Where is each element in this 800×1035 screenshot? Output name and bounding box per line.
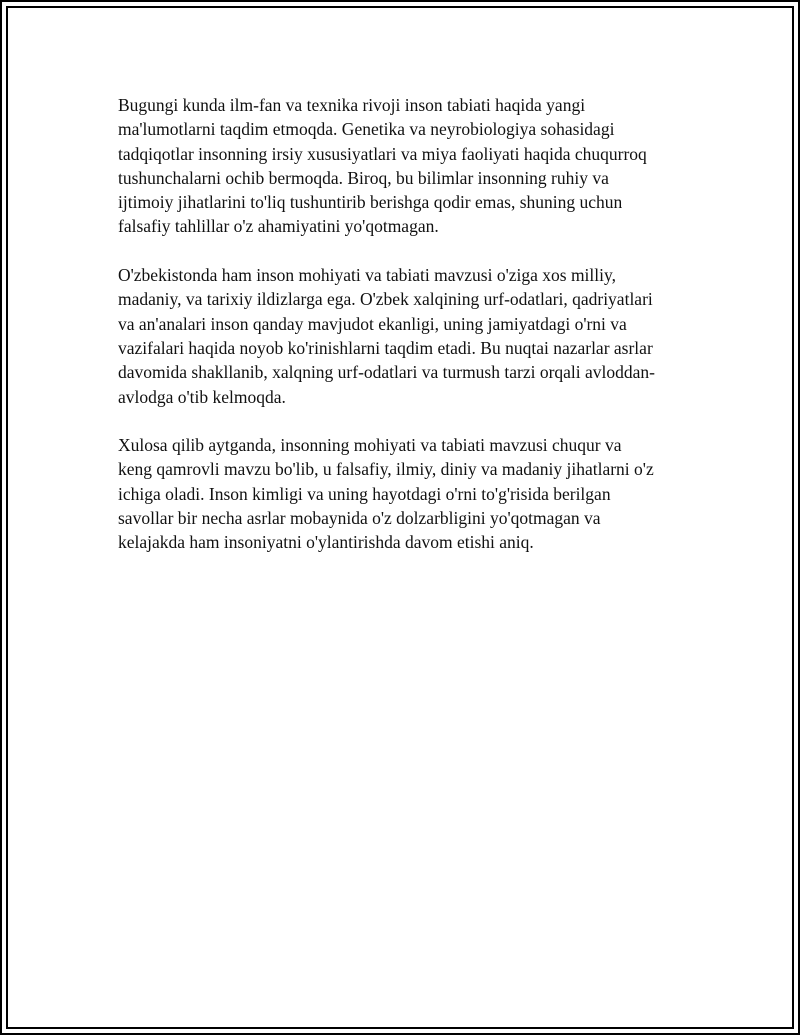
text-line: savollar bir necha asrlar mobaynida o'z dolzarbligini yo'qotmagan va [118,508,601,529]
text-line: avlodga o'tib kelmoqda. [118,386,286,407]
text-line: O'zbekistonda ham inson mohiyati va tabiati mavzusi o'ziga xos milliy, [118,265,616,286]
text-line: ijtimoiy jihatlarini to'liq tushuntirib berishga qodir emas, shuning uchun [118,192,623,213]
paragraph-3 [118,433,690,554]
text-line: madaniy, va tarixiy ildizlarga ega. O'zbek xalqining urf-odatlari, qadriyatlari [118,289,653,310]
text-line: vazifalari haqida noyob ko'rinishlarni taqdim etadi. Bu nuqtai nazarlar asrlar [118,337,653,358]
text-line: tadqiqotlar insonning irsiy xususiyatlari va miya faoliyati haqida chuqurroq [118,143,647,164]
text-line: va an'analari inson qanday mavjudot ekanligi, uning jamiyatdagi o'rni va [118,313,627,334]
paragraph-2 [118,263,690,409]
text-line: davomida shakllanib, xalqning urf-odatlari va turmush tarzi orqali avloddan- [118,362,655,383]
text-line: ichiga oladi. Inson kimligi va uning hayotdagi o'rni to'g'risida berilgan [118,483,611,504]
text-line: Bugungi kunda ilm-fan va texnika rivoji inson tabiati haqida yangi [118,95,586,115]
paragraph-1 [118,93,690,239]
text-line: Xulosa qilib aytganda, insonning mohiyati va tabiati mavzusi chuqur va [118,435,622,456]
text-line: falsafiy tahlillar o'z ahamiyatini yo'qotmagan. [118,216,439,237]
text-line: kelajakda ham insoniyatni o'ylantirishda davom etishi aniq. [118,532,534,553]
text-line: keng qamrovli mavzu bo'lib, u falsafiy, ilmiy, diniy va madaniy jihatlarni o'z [118,459,654,480]
text-line: ma'lumotlarni taqdim etmoqda. Genetika va neyrobiologiya sohasidagi [118,119,615,140]
document-body [118,93,690,579]
text-line: tushunchalarni ochib bermoqda. Biroq, bu bilimlar insonning ruhiy va [118,167,609,188]
